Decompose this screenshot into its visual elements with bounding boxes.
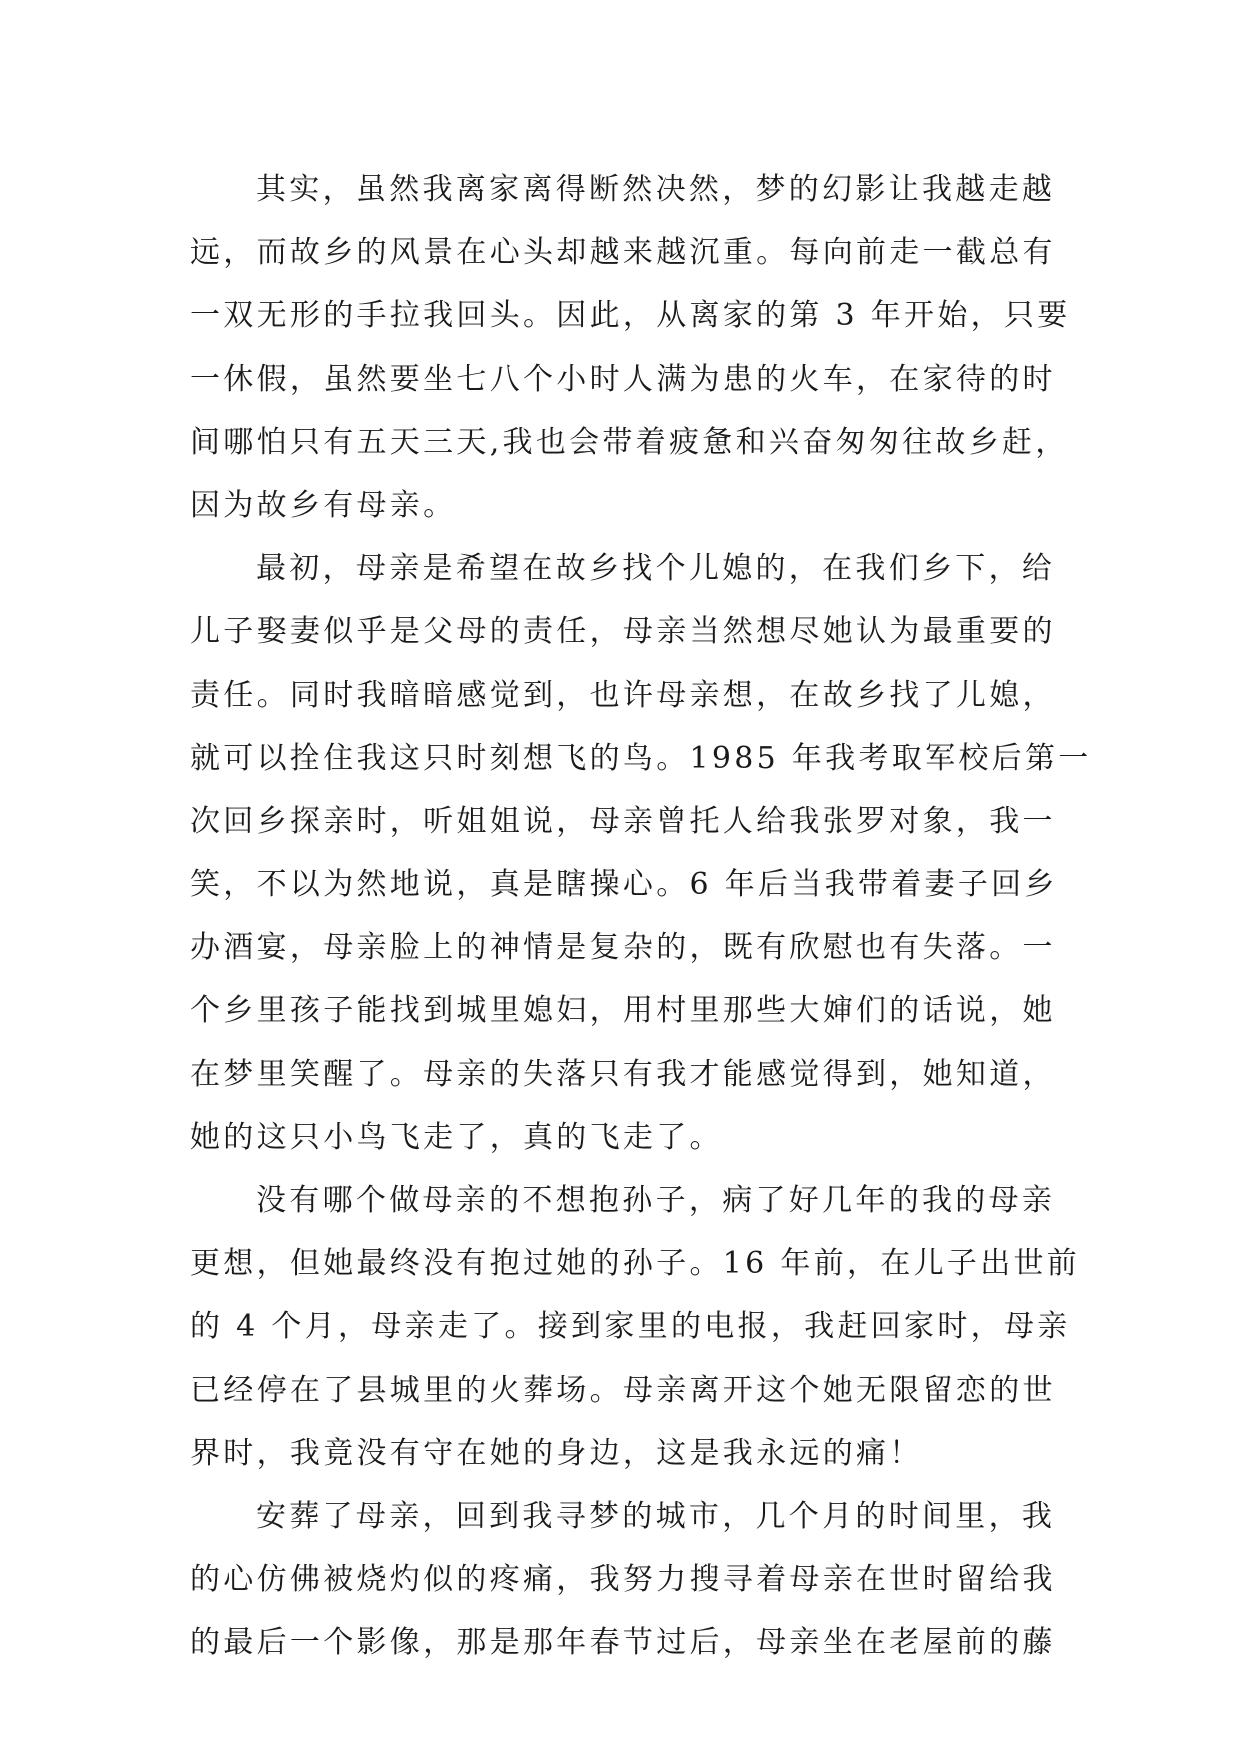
paragraph-line: 远，而故乡的风景在心头却越来越沉重。每向前走一截总有	[190, 235, 1056, 271]
paragraph-line: 个乡里孩子能找到城里媳妇，用村里那些大婶们的话说，她	[190, 993, 1056, 1029]
paragraph-line: 次回乡探亲时，听姐姐说，母亲曾托人给我张罗对象，我一	[190, 803, 1056, 839]
paragraph-line: 就可以拴住我这只时刻想飞的鸟。1985 年我考取军校后第一	[190, 740, 1092, 776]
paragraph-line: 因为故乡有母亲。	[190, 487, 457, 523]
paragraph-line: 责任。同时我暗暗感觉到，也许母亲想，在故乡找了儿媳，	[190, 677, 1056, 713]
paragraph-line: 一双无形的手拉我回头。因此，从离家的第 3 年开始，只要	[190, 298, 1071, 334]
paragraph-line: 安葬了母亲，回到我寻梦的城市，几个月的时间里，我	[256, 1498, 1056, 1534]
paragraph-line: 的最后一个影像，那是那年春节过后，母亲坐在老屋前的藤	[190, 1625, 1056, 1661]
paragraph-line: 她的这只小鸟飞走了，真的飞走了。	[190, 1119, 723, 1155]
paragraph-line: 在梦里笑醒了。母亲的失落只有我才能感觉得到，她知道，	[190, 1056, 1056, 1092]
paragraph-line: 的 4 个月，母亲走了。接到家里的电报，我赶回家时，母亲	[190, 1309, 1071, 1345]
paragraph-3	[190, 1169, 1081, 1485]
paragraph-line: 其实，虽然我离家离得断然决然，梦的幻影让我越走越	[256, 172, 1056, 207]
paragraph-line: 的心仿佛被烧灼似的疼痛，我努力搜寻着母亲在世时留给我	[190, 1562, 1056, 1598]
paragraph-line: 儿子娶妻似乎是父母的责任，母亲当然想尽她认为最重要的	[190, 614, 1056, 650]
paragraph-line: 更想，但她最终没有抱过她的孙子。16 年前，在儿子出世前	[190, 1246, 1081, 1282]
article-body	[190, 158, 1092, 1675]
paragraph-line: 没有哪个做母亲的不想抱孙子，病了好几年的我的母亲	[256, 1183, 1056, 1218]
paragraph-line: 界时，我竟没有守在她的身边，这是我永远的痛！	[190, 1435, 923, 1471]
paragraph-line: 间哪怕只有五天三天,我也会带着疲惫和兴奋匆匆往故乡赶，	[190, 424, 1069, 460]
paragraph-4	[190, 1485, 1056, 1675]
paragraph-line: 笑，不以为然地说，真是瞎操心。6 年后当我带着妻子回乡	[190, 867, 1058, 903]
paragraph-line: 最初，母亲是希望在故乡找个儿媳的，在我们乡下，给	[256, 551, 1056, 587]
paragraph-1	[190, 158, 1071, 537]
paragraph-line: 办酒宴，母亲脸上的神情是复杂的，既有欣慰也有失落。一	[190, 930, 1056, 966]
paragraph-line: 一休假，虽然要坐七八个小时人满为患的火车，在家待的时	[190, 361, 1056, 397]
paragraph-2	[190, 537, 1092, 1169]
paragraph-line: 已经停在了县城里的火葬场。母亲离开这个她无限留恋的世	[190, 1372, 1056, 1408]
